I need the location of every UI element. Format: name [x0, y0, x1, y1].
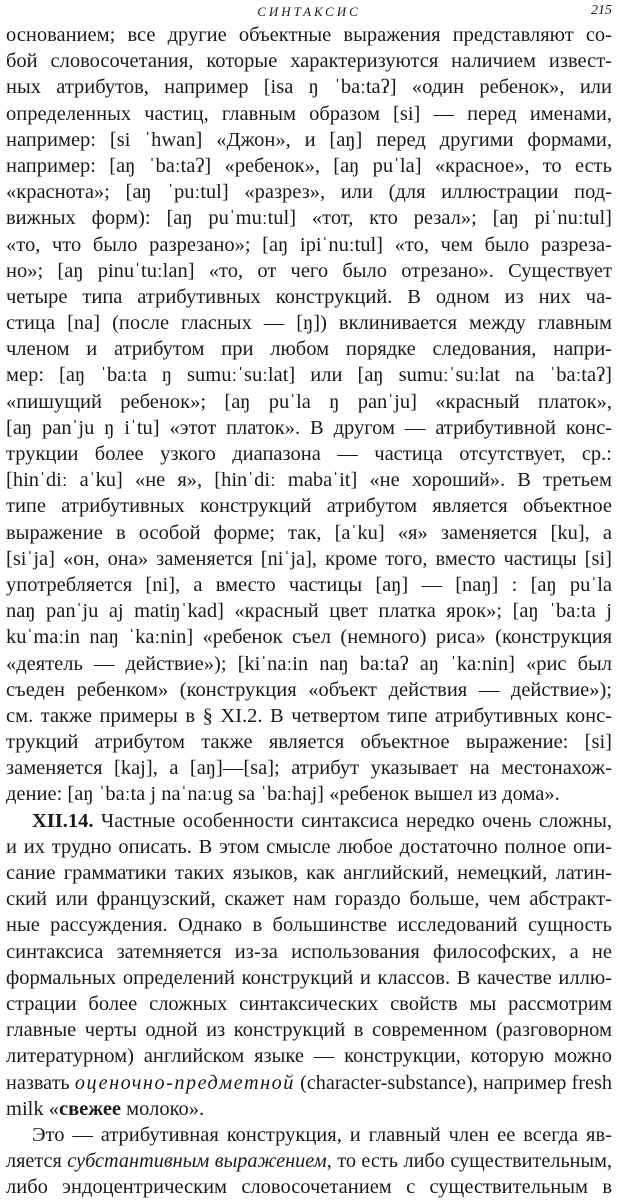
text-line: но»; [aŋ pinuˈtuːlan] «то, от чего было отрезано». Существует — [6, 259, 612, 282]
text-line: [hinˈdiː aˈku] «не я», [hinˈdiː mabaˈit] «не хороший». В третьем — [6, 469, 612, 492]
text-line: kuˈmaːin naŋ ˈkaːnin] «ребенок съел (немного) риса» (конструкция — [6, 626, 612, 649]
text-line: заменяется [kaj], а [aŋ]—[sa]; атрибут указывает на местонахож- — [6, 757, 612, 780]
page-number: 215 — [591, 3, 612, 18]
text-line: см. также примеры в § XI.2. В четвертом типе атрибутивных конс- — [6, 704, 612, 727]
text-line: naŋ panˈju aj matiŋˈkad] «красный цвет платка ярок»; [aŋ ˈbaːta j — [6, 600, 612, 623]
subst-before: ляется — [6, 1150, 68, 1173]
term-italic: оценочно-предметной — [74, 1071, 295, 1094]
text-line: выражение в особой форме; так, [aˈku] «я» заменяется [ku], а — [6, 521, 612, 544]
text-line: употребляется [ni], а вместо частицы [aŋ] — [naŋ] : [aŋ puˈla — [6, 573, 612, 596]
text-line: либо эндоцентрическим словосочетанием с существительным в — [6, 1176, 612, 1199]
term-line — [6, 1070, 612, 1096]
text-line: четыре типа атрибутивных конструкций. В одном из них ча- — [6, 285, 612, 308]
section-number: XII.14. — [32, 809, 94, 832]
text-line: типе атрибутивных конструкций атрибутом является объектное — [6, 495, 612, 518]
text-line: синтаксиса затемняется из-за использования философских, а не — [6, 940, 612, 963]
milk-before: milk « — [6, 1097, 59, 1120]
text-line: основанием; все другие объектные выражения представляют со- — [6, 24, 612, 46]
text-line: мер: [aŋ ˈbaːta ŋ sumuːˈsuːlat] или [aŋ sumuːˈsuːlat na ˈbaːtaʔ] — [6, 364, 612, 387]
text-line: формальных определений конструкций и классов. В качестве иллю- — [6, 966, 612, 989]
text-line: сание грамматики таких языков, как английский, немецкий, латин- — [6, 862, 612, 884]
milk-bold: свежее — [58, 1097, 122, 1120]
section-text: Частные особенности синтаксиса нередко очень сложны, — [93, 809, 612, 832]
term-before: назвать — [6, 1071, 75, 1094]
subst-after: , то есть либо существительным, — [326, 1150, 612, 1173]
text-line: ных атрибутов, например [isa ŋ ˈbaːtaʔ] «один ребенок», или — [6, 76, 612, 99]
text-line: «пишущий ребенок»; [aŋ puˈla ŋ panˈju] «красный платок», — [6, 390, 612, 413]
text-line: стица [na] (после гласных — [ŋ]) вклинивается между главным — [6, 312, 612, 335]
text-line: «краснота»; [aŋ ˈpuːtul] «разрез», или (для иллюстрации под- — [6, 181, 612, 204]
section-heading-line — [6, 808, 612, 834]
text-line: [aŋ panˈju ŋ iˈtu] «этот платок». В другом — атрибутивной конс- — [6, 416, 612, 439]
text-line: литературном) английском языке — конструкции, которую можно — [6, 1045, 612, 1068]
text-line: трукции более узкого диапазона — частица отсутствует, ср.: — [6, 443, 612, 465]
text-line: например: [aŋ ˈbaːtaʔ] «ребенок», [aŋ puˈla] «красное», то есть — [6, 154, 612, 177]
term-after: (character-substance), например fresh — [294, 1071, 612, 1094]
text-line: например: [si ˈhwan] «Джон», и [aŋ] перед другими формами, — [6, 128, 612, 151]
text-line: членом и атрибутом при любом порядке следования, напри- — [6, 338, 612, 361]
text-line: и их трудно описать. В этом смысле любое достаточно полное опи- — [6, 835, 612, 858]
text-line: дение: [aŋ ˈbaːta j naˈnaːug sa ˈbaːhaj] «ребенок вышел из дома». — [6, 783, 560, 806]
subst-line — [6, 1148, 612, 1174]
text-line: Это — атрибутивная конструкция, и главный член ее всегда яв- — [32, 1123, 612, 1146]
page-header — [6, 2, 612, 22]
text-line: определенных частиц, главным образом [si] — перед именами, — [6, 102, 612, 125]
example-line — [6, 1096, 612, 1122]
running-title: СИНТАКСИС — [257, 4, 361, 19]
subst-italic: субстантивным выражением — [67, 1150, 327, 1173]
text-line: съеден ребенком» (конструкция «объект действия — действие»); — [6, 678, 612, 701]
text-line: ский или французский, скажет нам гораздо больше, чем абстракт- — [6, 888, 612, 911]
text-line: ные рассуждения. Однако в большинстве исследований сущность — [6, 914, 612, 937]
text-line: главные черты одной из конструкций в современном (разговорном — [6, 1019, 612, 1042]
text-line: «то, что было разрезано»; [aŋ ipiˈnuːtul] «то, чем было разреза- — [6, 233, 612, 256]
text-line: трукций атрибутом также является объектное выражение: [si] — [6, 731, 612, 754]
text-line: вижных форм): [aŋ puˈmuːtul] «тот, кто резал»; [aŋ piˈnuːtul] — [6, 207, 612, 230]
text-line: «деятель — действие»); [kiˈnaːin naŋ baːtaʔ aŋ ˈkaːnin] «рис был — [6, 652, 612, 675]
text-line: страции более сложных синтаксических свойств мы рассмотрим — [6, 992, 612, 1015]
milk-after: молоко». — [121, 1097, 205, 1120]
body-text — [6, 22, 612, 1200]
text-line: бой словосочетания, которые характеризуются наличием извест- — [6, 50, 612, 73]
text-line: [siˈja] «он, она» заменяется [niˈja], кроме того, вместо частицы [si] — [6, 547, 612, 570]
